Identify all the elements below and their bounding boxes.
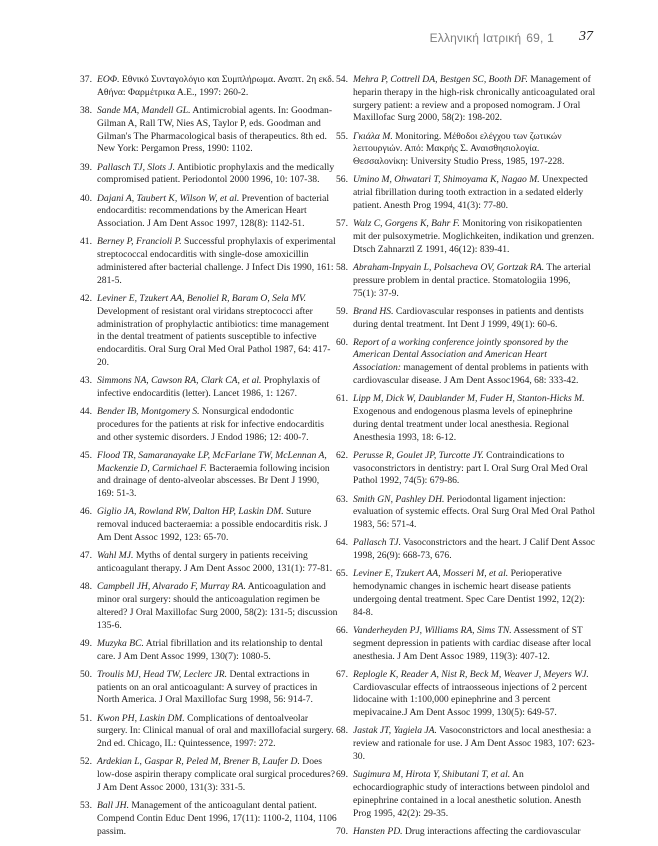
reference-text: Dental extractions in patients on an oral anticoagulant: A survey of practices in North America. J Oral Maxillofac Surg 1998, 56: 914-7.: [97, 668, 318, 706]
reference-authors: Hansten PD.: [353, 825, 403, 837]
reference-item: [336, 625, 596, 663]
reference-number: 64.: [336, 537, 348, 549]
reference-number: 46.: [80, 506, 92, 518]
reference-authors: Lipp M, Dick W, Daublander M, Fuder H, Stanton-Hicks M.: [353, 393, 585, 405]
page-number: 37: [579, 29, 593, 44]
reference-item: [336, 262, 596, 300]
reference-text: Contraindications to vasoconstrictors in dentistry: part I. Oral Surg Oral Med Oral Pathol 1992, 74(5): 679-86.: [353, 449, 588, 487]
reference-text: Antimicrobial agents. In: Goodman-Gilman A, Rall TW, Nies AS, Taylor P, eds. Goodman and Gilman's The Pharmacological basis of therapeutics. 8th ed. New York: Pergamon Press, 1990: 1102.: [97, 104, 333, 155]
reference-number: 57.: [336, 218, 348, 230]
reference-authors: Mehra P, Cottrell DA, Bestgen SC, Booth DF.: [353, 74, 528, 85]
reference-item: [336, 131, 596, 169]
reference-item: [80, 581, 338, 632]
reference-text: Monitoring. Μέθοδοι ελέγχου των ζωτικών λειτουργιών. Από: Μακρής Σ. Αναισθησιολογία. Θεσσαλονίκη: University Studio Press, 1985, 197-228.: [353, 130, 565, 168]
reference-item: [80, 756, 338, 794]
reference-text: Εθνικό Συνταγολόγιο και Συμπλήρωμα. Αναπτ. 2η εκδ. Αθήνα: Φαρμέτρικα Α.Ε., 1997: 260-2.: [97, 74, 335, 98]
reference-authors: Ball JH.: [97, 800, 129, 812]
reference-number: 62.: [336, 449, 348, 461]
reference-number: 60.: [336, 336, 348, 348]
reference-text: Prophylaxis of infective endocarditis (letter). Lancet 1986, 1: 1267.: [97, 375, 321, 399]
reference-number: 39.: [80, 161, 92, 173]
reference-number: 51.: [80, 712, 92, 724]
reference-number: 65.: [336, 568, 348, 580]
reference-text: An echocardiographic study of interactions between pindolol and epinephrine contained in a local anesthetic solution. Anesth Prog 1995, 42(2): 29-35.: [353, 769, 590, 819]
references-right-column: [336, 74, 596, 844]
reference-number: 43.: [80, 375, 92, 387]
reference-authors: Walz C, Gorgens K, Bahr F.: [353, 218, 460, 230]
reference-item: [336, 174, 596, 212]
reference-text: Management of heparin therapy in the high-risk chronically anticoagulated oral surgery patient: a review and a proposed nomogram. J Oral Maxillofac Surg 2000, 58(2): 198-202.: [353, 74, 596, 124]
reference-number: 67.: [336, 668, 348, 680]
reference-authors: Leviner E, Tzukert AA, Mosseri M, et al.: [353, 568, 509, 580]
reference-number: 48.: [80, 581, 92, 593]
reference-number: 55.: [336, 130, 348, 142]
reference-number: 56.: [336, 174, 348, 186]
reference-item: [336, 337, 596, 388]
reference-item: [80, 638, 338, 664]
reference-text: Antibiotic prophylaxis and the medically compromised patient. Periodontol 2000 1996, 10: 107-38.: [97, 161, 335, 186]
reference-number: 38.: [80, 104, 92, 116]
reference-authors: Umino M, Ohwatari T, Shimoyama K, Nagao M.: [353, 174, 540, 186]
reference-authors: Wahl MJ.: [97, 550, 134, 562]
reference-text: Drug interactions affecting the cardiovascular: [402, 825, 581, 837]
reference-authors: Perusse R, Goulet JP, Turcotte JY.: [353, 449, 484, 461]
reference-authors: Kwon PH, Laskin DM.: [97, 712, 185, 724]
reference-authors: Pallasch TJ, Slots J.: [97, 161, 176, 173]
reference-number: 37.: [80, 74, 92, 85]
reference-authors: Replogle K, Reader A, Nist R, Beck M, Weaver J, Meyers WJ.: [353, 668, 589, 680]
reference-authors: Pallasch TJ.: [353, 537, 401, 549]
reference-authors: Smith GN, Pashley DH.: [353, 493, 445, 505]
reference-number: 40.: [80, 192, 92, 204]
reference-authors: Sande MA, Mandell GL.: [97, 104, 191, 116]
reference-authors: Sugimura M, Hirota Y, Shibutani T, et al.: [353, 769, 511, 781]
reference-item: [336, 769, 596, 820]
reference-authors: Dajani A, Taubert K, Wilson W, et al.: [97, 192, 240, 204]
reference-authors: Muzyka BC.: [97, 637, 144, 649]
reference-number: 47.: [80, 550, 92, 562]
reference-text: Monitoring von risikopatienten mit der pulsoxymetrie. Moglichkeiten, indikation und grenzen. Dtsch Zahnarztl Z 1991, 46(12): 839-41.: [353, 218, 595, 255]
reference-text: Complications of dentoalveolar surgery. In: Clinical manual of oral and maxillofacial surgery. 2nd ed. Chicago, IL: Quintessence, 1997: 272.: [97, 712, 334, 750]
reference-item: [336, 725, 596, 763]
reference-item: [80, 506, 338, 544]
reference-text: Myths of dental surgery in patients receiving anticoagulant therapy. J Am Dent Assoc 2000, 131(1): 77-81.: [97, 550, 333, 574]
reference-authors: Γκιάλα Μ.: [353, 130, 393, 142]
reference-authors: Campbell JH, Alvarado F, Murray RA.: [97, 581, 246, 593]
page-header: [0, 29, 658, 49]
reference-text: Vasoconstrictors and local anesthesia: a review and rationale for use. J Am Dent Assoc 1983, 107: 623-30.: [353, 725, 595, 762]
reference-authors: Simmons NA, Cawson RA, Clark CA, et al.: [97, 375, 262, 387]
reference-text: Suture removal induced bacteraemia: a possible endocarditis risk. J Am Dent Assoc 1992, 123: 65-70.: [97, 506, 328, 544]
reference-number: 70.: [336, 825, 348, 837]
reference-text: Cardiovascular effects of intraosseous injections of 2 percent lidocaine with 1:100,000 epinephrine and 3 percent mepivacaine.J Am Dent Assoc 1999, 130(5): 649-57.: [353, 681, 587, 719]
reference-number: 68.: [336, 725, 348, 737]
reference-text: Atrial fibrillation and its relationship to dental care. J Am Dent Assoc 1999, 130(7): 1080-5.: [97, 637, 323, 662]
reference-text: Nonsurgical endodontic procedures for the patients at risk for infective endocarditis and other systemic disorders. J Endod 1986; 12: 400-7.: [97, 406, 324, 443]
journal-volume: 69, 1: [526, 31, 554, 45]
reference-number: 44.: [80, 406, 92, 418]
reference-authors: Berney P, Francioli P.: [97, 236, 182, 248]
reference-item: [80, 74, 338, 100]
reference-item: [80, 406, 338, 444]
reference-authors: ΕΟΦ.: [97, 74, 120, 85]
reference-number: 49.: [80, 637, 92, 649]
reference-authors: Vanderheyden PJ, Williams RA, Sims TN.: [353, 624, 512, 636]
reference-number: 59.: [336, 305, 348, 317]
reference-item: [336, 74, 596, 125]
journal-title: Ελληνική Ιατρική: [429, 31, 522, 45]
reference-text: Management of the anticoagulant dental patient. Compend Contin Educ Dent 1996, 17(11): 1100-2, 1104, 1106 passim.: [97, 800, 337, 837]
reference-item: [336, 669, 596, 720]
reference-number: 69.: [336, 769, 348, 781]
reference-text: The arterial pressure problem in dental practice. Stomatologiia 1996, 75(1): 37-9.: [353, 261, 591, 299]
reference-authors: Bender IB, Montgomery S.: [97, 406, 200, 418]
reference-number: 53.: [80, 800, 92, 812]
reference-authors: Giglio JA, Rowland RW, Dalton HP, Laskin DM.: [97, 506, 284, 518]
running-head: [430, 31, 554, 45]
reference-item: [336, 306, 596, 332]
reference-text: Development of resistant oral viridans streptococci after administration of prophylactic antibiotics: time management in the dental treatment of patients susceptible to infective endocarditis. Oral Surg Oral Med Oral Pathol 1987, 64: 417-20.: [97, 305, 331, 368]
reference-authors: Flood TR, Samaranayake LP, McFarlane TW, McLennan A, Mackenzie D, Carmichael F.: [97, 449, 327, 474]
reference-text: Vasoconstrictors and the heart. J Calif Dent Assoc 1998, 26(9): 668-73, 676.: [353, 537, 596, 562]
reference-item: [336, 568, 596, 619]
reference-item: [336, 218, 596, 256]
reference-item: [336, 826, 596, 839]
reference-number: 42.: [80, 292, 92, 304]
reference-text: Periodontal ligament injection: evaluation of systemic effects. Oral Surg Oral Med Oral Pathol 1983, 56: 571-4.: [353, 493, 596, 531]
reference-item: [80, 293, 338, 370]
reference-text: Unexpected atrial fibrillation during tooth extraction in a sedated elderly patient. Anesth Prog 1994, 41(3): 77-80.: [353, 174, 588, 211]
reference-number: 58.: [336, 261, 348, 273]
reference-text: Exogenous and endogenous plasma levels of epinephrine during dental treatment under local anesthesia. Regional Anesthesia 1993, 18: 6-12.: [353, 406, 573, 443]
reference-authors: Leviner E, Tzukert AA, Benoliel R, Baram O, Sela MV.: [97, 292, 307, 304]
reference-number: 52.: [80, 756, 92, 768]
reference-item: [80, 236, 338, 287]
reference-number: 61.: [336, 393, 348, 405]
reference-text: Anticoagulation and minor oral surgery: should the anticoagulation regimen be altered? J Oral Maxillofac Surg 2000, 58(2): 131-5; discussion 135-6.: [97, 581, 338, 631]
reference-number: 66.: [336, 624, 348, 636]
reference-authors: Jastak JT, Yagiela JA.: [353, 725, 437, 737]
reference-item: [80, 193, 338, 231]
reference-text: Does low-dose aspirin therapy complicate oral surgical procedures? J Am Dent Assoc 2000, 131(3): 331-5.: [97, 756, 335, 793]
reference-text: Prevention of bacterial endocarditis: recommendations by the American Heart Association. J Am Dent Assoc 1997, 128(8): 1142-51.: [97, 192, 330, 230]
reference-item: [336, 537, 596, 563]
reference-text: Cardiovascular responses in patients and dentists during dental treatment. Int Dent J 1999, 49(1): 60-6.: [353, 305, 584, 330]
reference-number: 45.: [80, 449, 92, 461]
reference-authors: Abraham-Inpyain L, Polsacheva OV, Gortzak RA.: [353, 261, 545, 273]
reference-number: 54.: [336, 74, 348, 85]
reference-text: Successful prophylaxis of experimental streptococcal endocarditis with single-dose amoxicillin administered after bacterial challenge. J Infect Dis 1990, 161: 281-5.: [97, 236, 336, 286]
reference-item: [80, 450, 338, 501]
reference-text: management of dental problems in patients with cardiovascular disease. J Am Dent Assoc1964, 68: 333-42.: [353, 362, 589, 387]
reference-text: Assessment of ST segment depression in patients with cardiac disease after local anesthesia. J Am Dent Assoc 1989, 119(3): 407-12.: [353, 624, 592, 662]
reference-item: [80, 800, 338, 838]
reference-authors: Brand HS.: [353, 305, 394, 317]
reference-authors: Report of a working conference jointly sponsored by the American Dental Association and American Heart Association:: [353, 336, 569, 374]
reference-number: 41.: [80, 236, 92, 248]
reference-authors: Ardekian L, Gaspar R, Peled M, Brener B, Laufer D.: [97, 756, 300, 768]
references-left-column: [80, 74, 338, 844]
reference-number: 63.: [336, 493, 348, 505]
reference-authors: Troulis MJ, Head TW, Leclerc JR.: [97, 668, 228, 680]
reference-item: [80, 375, 338, 401]
reference-text: Perioperative hemodynamic changes in ischemic heart disease patients undergoing dental treatment. Spec Care Dentist 1992, 12(2): 84-8.: [353, 568, 585, 618]
reference-item: [336, 450, 596, 488]
reference-item: [80, 713, 338, 751]
reference-item: [80, 105, 338, 156]
reference-number: 50.: [80, 668, 92, 680]
reference-item: [80, 669, 338, 707]
reference-item: [336, 494, 596, 532]
reference-item: [336, 393, 596, 444]
reference-text: Bacteraemia following incision and drainage of dento-alveolar abscesses. Br Dent J 1990, 169: 51-3.: [97, 462, 330, 500]
reference-item: [80, 550, 338, 576]
reference-item: [80, 162, 338, 188]
